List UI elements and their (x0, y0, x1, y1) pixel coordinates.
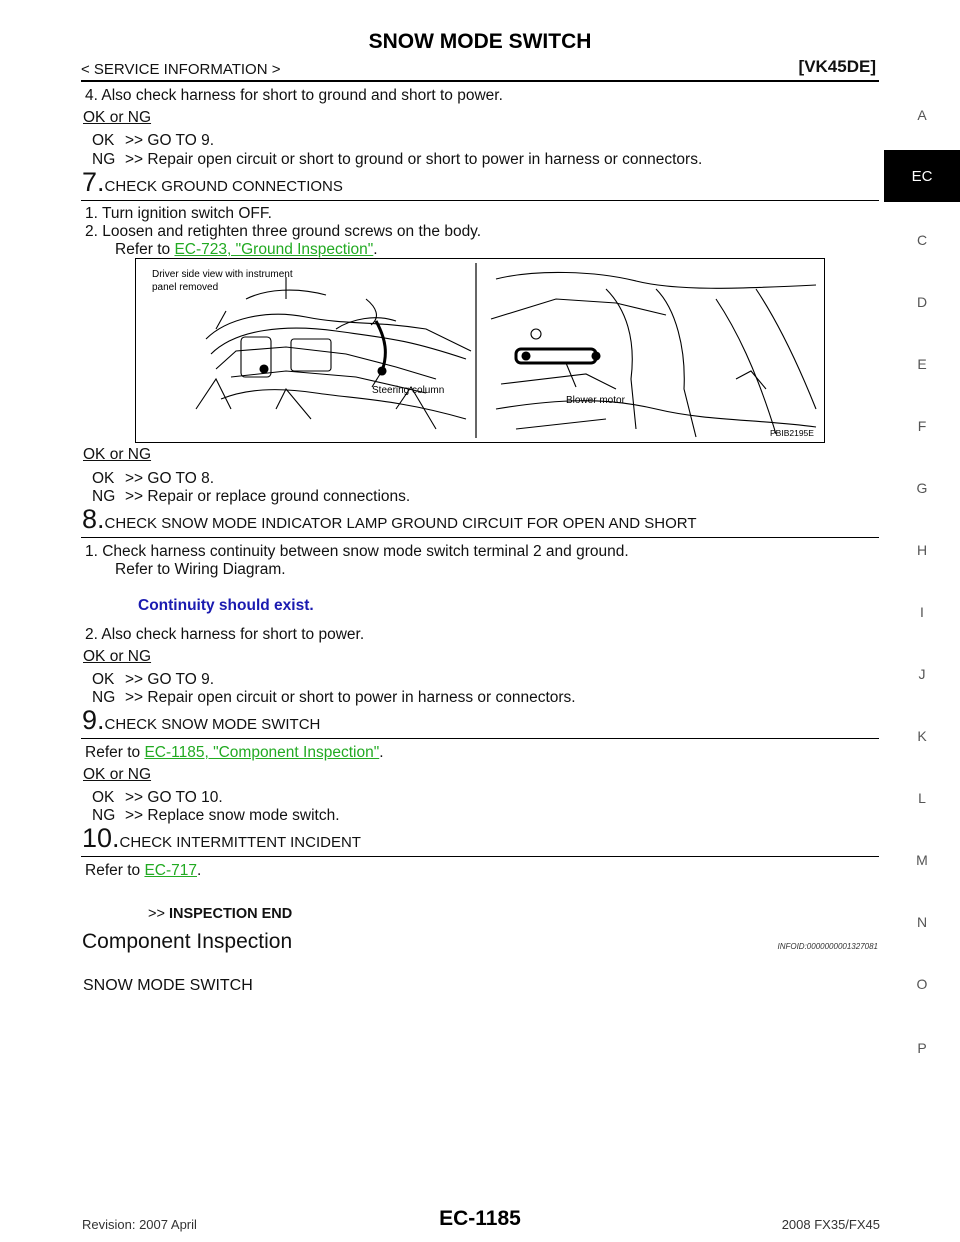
step9-refer-prefix: Refer to (85, 744, 145, 761)
step7-line1: 1. Turn ignition switch OFF. (85, 205, 272, 222)
sidebar-item-ec[interactable]: EC (884, 150, 960, 202)
step9-heading-text: CHECK SNOW MODE SWITCH (104, 716, 321, 733)
step9-heading (82, 705, 320, 736)
step9-ng-text: >> Replace snow mode switch. (125, 807, 340, 824)
step10-heading-text: CHECK INTERMITTENT INCIDENT (119, 834, 361, 851)
step8-heading-text: CHECK SNOW MODE INDICATOR LAMP GROUND CIRCUIT FOR OPEN AND SHORT (104, 515, 697, 532)
sidebar-item-l[interactable]: L (918, 790, 926, 806)
component-inspection-link[interactable]: EC-1185, "Component Inspection" (144, 744, 380, 761)
inspection-end-text: INSPECTION END (168, 906, 293, 922)
figure-label-steering: Steering column (372, 385, 445, 396)
ng-key: NG (92, 151, 116, 168)
sidebar-item-g[interactable]: G (916, 480, 928, 496)
sidebar-item-d[interactable]: D (916, 294, 928, 310)
info-id: INFOID:0000000001327081 (777, 942, 878, 951)
okng-label: OK or NG (83, 648, 152, 665)
step7-rule (81, 200, 879, 201)
step8-line1: 1. Check harness continuity between snow mode switch terminal 2 and ground. (85, 543, 629, 560)
step9-refer-suffix: . (379, 744, 384, 761)
step8-line2: 2. Also check harness for short to power. (85, 626, 365, 643)
model-tag: [VK45DE] (798, 57, 876, 76)
sidebar-item-k[interactable]: K (917, 728, 927, 744)
step9-ok (92, 788, 223, 807)
page-title: SNOW MODE SWITCH (368, 30, 592, 53)
step10-refer-prefix: Refer to (85, 862, 145, 879)
footer-revision: Revision: 2007 April (82, 1217, 197, 1232)
ng-key: NG (92, 807, 116, 824)
step8-line1b: Refer to Wiring Diagram. (115, 561, 286, 578)
step8-ok-text: >> GO TO 9. (125, 671, 215, 688)
component-inspection-heading: Component Inspection (82, 930, 293, 953)
sidebar-item-c[interactable]: C (916, 232, 928, 248)
inspection-end (148, 905, 292, 924)
step9-rule (81, 738, 879, 739)
inspection-end-prefix: >> (148, 906, 169, 922)
step6-line4: 4. Also check harness for short to ground and short to power. (85, 87, 503, 104)
ng-key: NG (92, 488, 116, 505)
step10-rule (81, 856, 879, 857)
page-number: EC-1185 (439, 1207, 521, 1230)
step7-ng-text: >> Repair or replace ground connections. (125, 488, 411, 505)
ok-key: OK (92, 789, 115, 806)
step7-line2: 2. Loosen and retighten three ground screws on the body. (85, 223, 482, 240)
header-rule (81, 80, 879, 82)
step7-heading (82, 167, 343, 198)
step8-ok (92, 670, 214, 689)
sidebar-item-p[interactable]: P (917, 1040, 927, 1056)
figure-caption-line2: panel removed (152, 282, 219, 293)
okng-label: OK or NG (83, 766, 152, 783)
step8-heading (82, 504, 697, 535)
figure-illustration (136, 259, 824, 442)
figure-code: PBIB2195E (770, 428, 814, 438)
sidebar-item-i[interactable]: I (920, 604, 924, 620)
ok-key: OK (92, 470, 115, 487)
step9-number: 9. (82, 705, 105, 735)
sidebar-item-n[interactable]: N (916, 914, 928, 930)
step10-refer-suffix: . (197, 862, 202, 879)
sidebar-item-e[interactable]: E (917, 356, 927, 372)
sidebar-item-j[interactable]: J (918, 666, 926, 682)
ok-key: OK (92, 671, 115, 688)
step8-ng-text: >> Repair open circuit or short to power in harness or connectors. (125, 689, 576, 706)
sidebar-item-a[interactable]: A (917, 107, 927, 123)
okng-label: OK or NG (83, 446, 152, 463)
step6-ok-text: >> GO TO 9. (125, 132, 215, 149)
step7-ok (92, 469, 214, 488)
footer-model: 2008 FX35/FX45 (781, 1217, 880, 1232)
step10-number: 10. (82, 823, 120, 853)
step7-refer-suffix: . (373, 241, 378, 258)
figure-label-blower: Blower motor (566, 395, 625, 406)
step8-number: 8. (82, 504, 105, 534)
ground-screws-figure (135, 258, 825, 443)
step8-rule (81, 537, 879, 538)
figure-caption-line1: Driver side view with instrument (152, 269, 293, 280)
step10-heading (82, 823, 361, 854)
step7-refer-prefix: Refer to (115, 241, 175, 258)
section-tag: < SERVICE INFORMATION > (81, 61, 281, 78)
ec717-link[interactable]: EC-717 (144, 862, 198, 879)
step10-refer (85, 861, 201, 880)
sidebar-item-f[interactable]: F (917, 418, 927, 434)
step7-refer (115, 240, 378, 259)
step6-ng-text: >> Repair open circuit or short to ground or short to power in harness or connectors. (125, 151, 703, 168)
step6-ok (92, 131, 214, 150)
step9-refer (85, 743, 384, 762)
step7-heading-text: CHECK GROUND CONNECTIONS (104, 178, 343, 195)
component-subheading: SNOW MODE SWITCH (83, 977, 253, 994)
continuity-spec: Continuity should exist. (138, 597, 314, 614)
sidebar-item-h[interactable]: H (916, 542, 928, 558)
step7-number: 7. (82, 167, 105, 197)
step9-ok-text: >> GO TO 10. (125, 789, 223, 806)
step7-ok-text: >> GO TO 8. (125, 470, 215, 487)
ground-inspection-link[interactable]: EC-723, "Ground Inspection" (174, 241, 374, 258)
sidebar-item-m[interactable]: M (916, 852, 928, 868)
ng-key: NG (92, 689, 116, 706)
sidebar-item-o[interactable]: O (916, 976, 928, 992)
ok-key: OK (92, 132, 115, 149)
okng-label: OK or NG (83, 109, 152, 126)
